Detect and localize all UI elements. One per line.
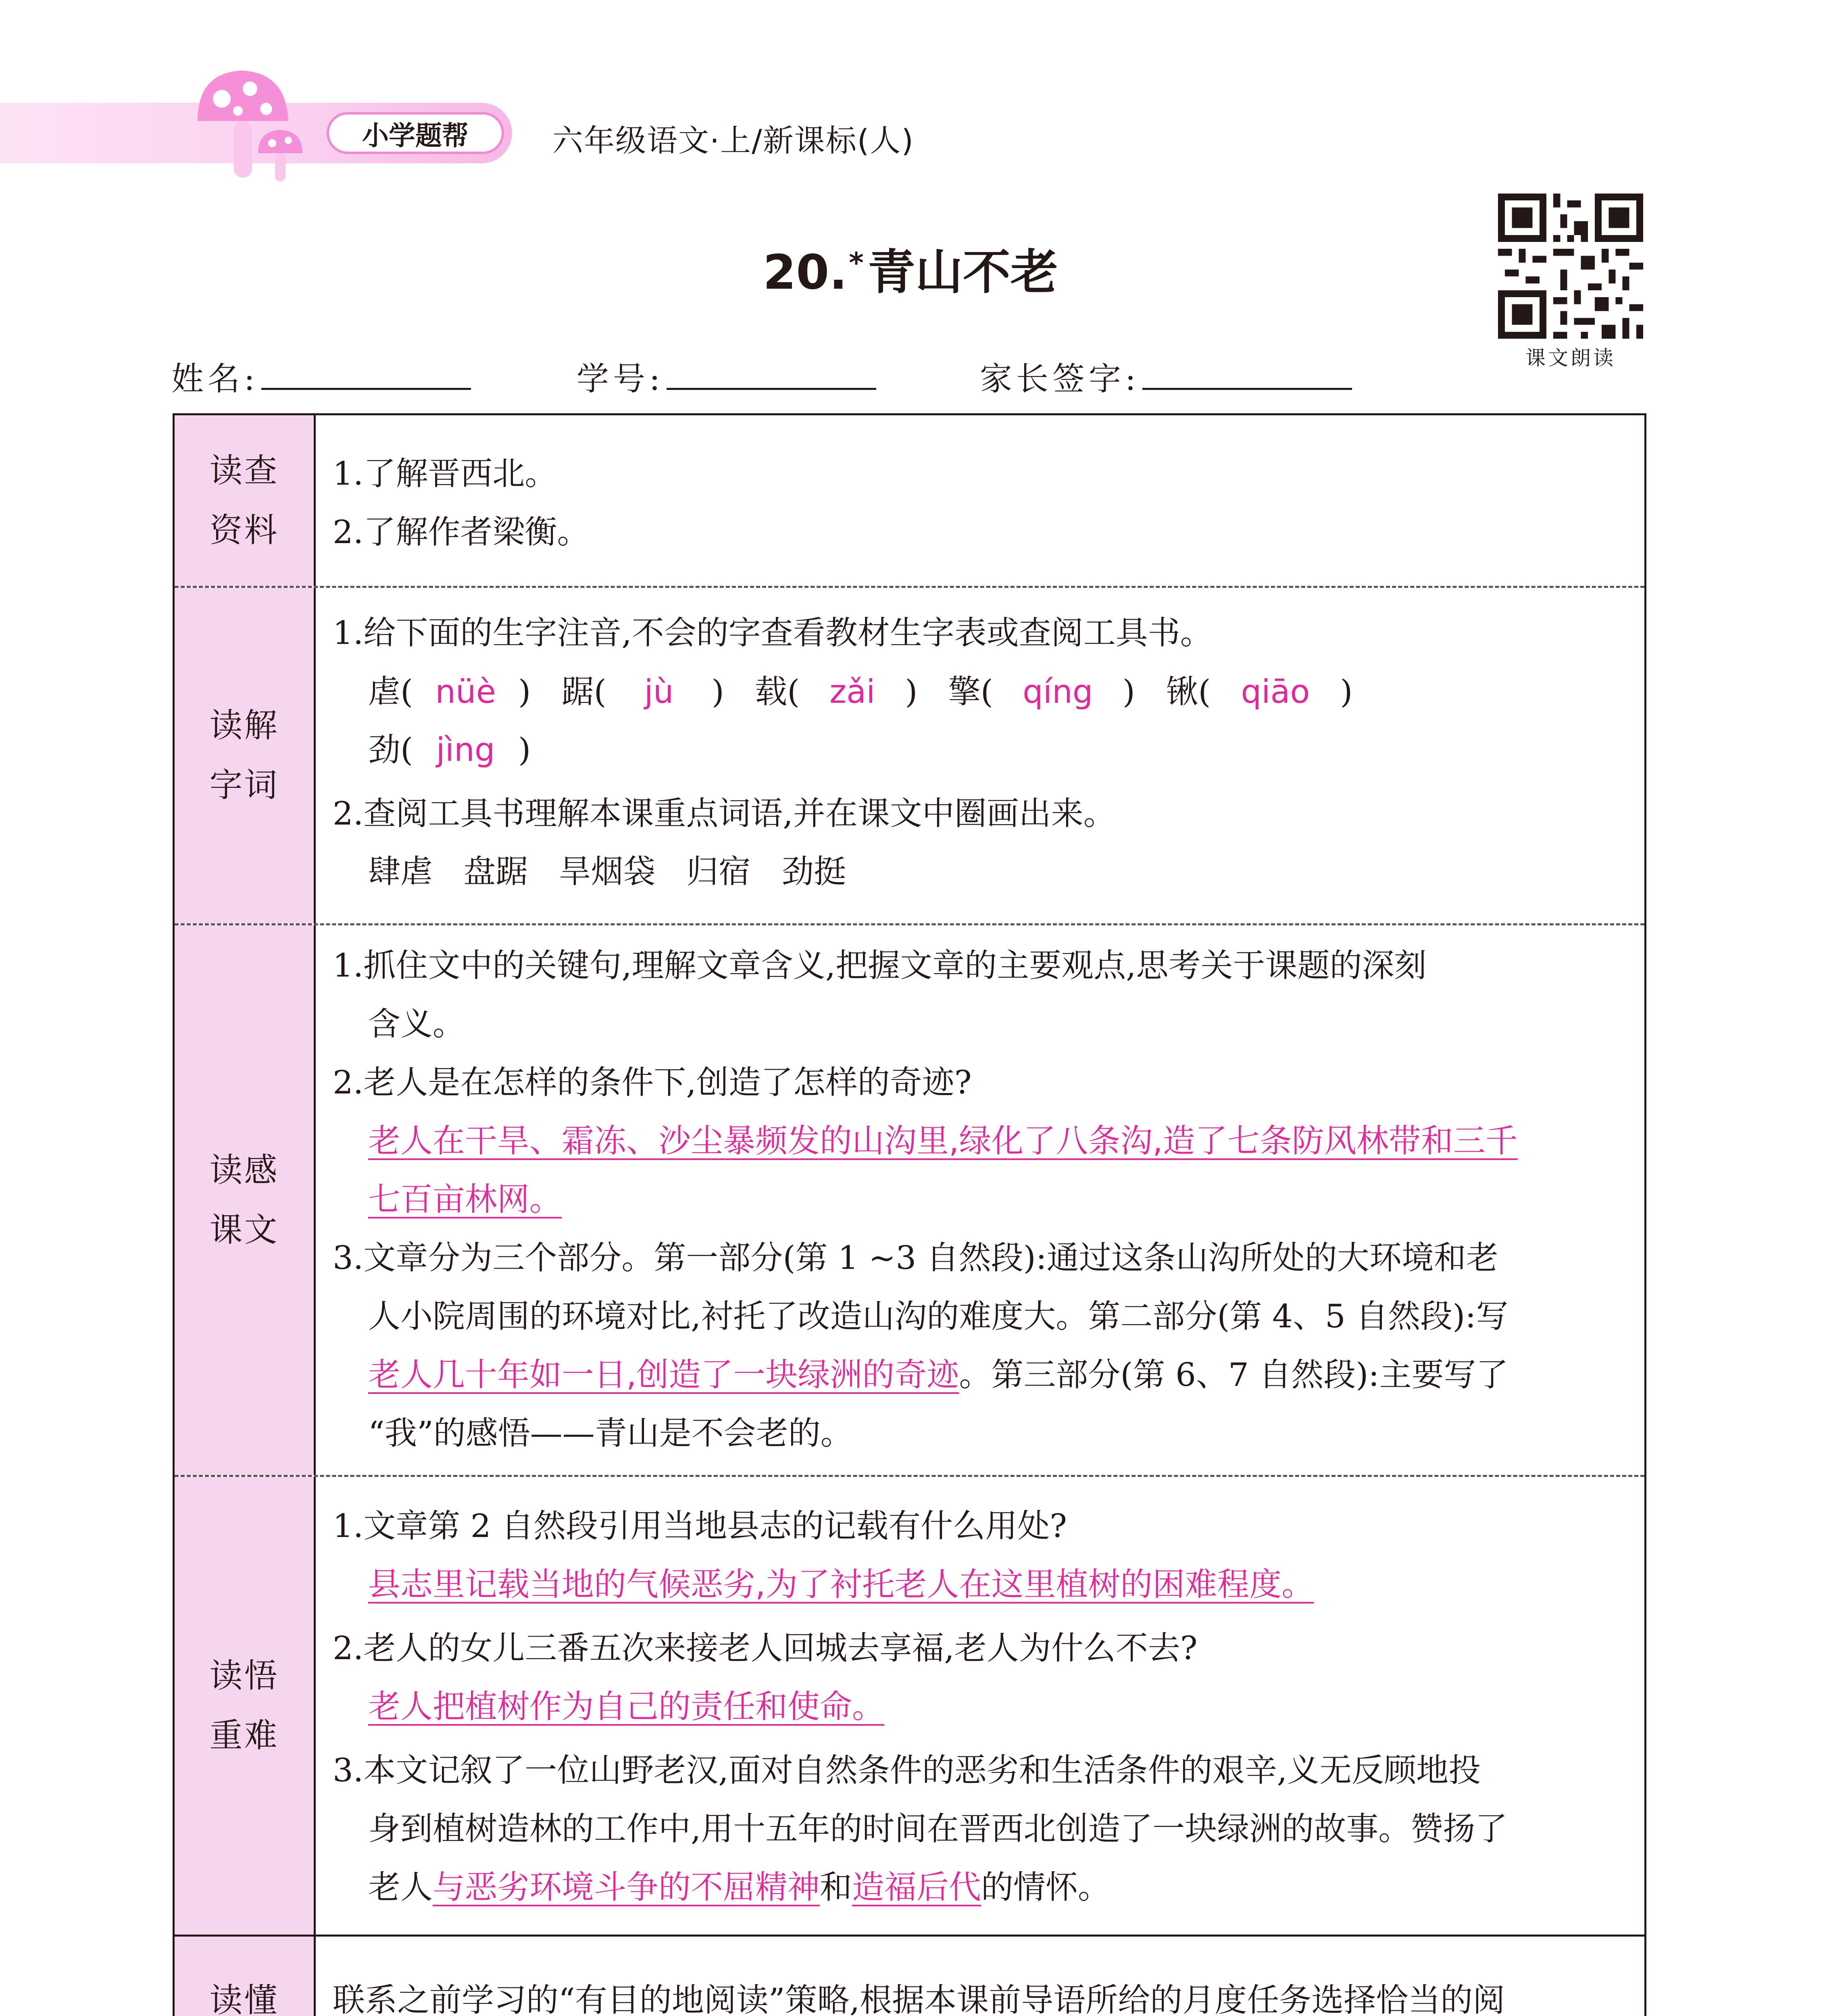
- question-text: 身到植树造林的工作中,用十五年的时间在晋西北创造了一块绿洲的故事。赞扬了: [368, 1810, 1508, 1847]
- list-item: 1.了解晋西北。: [333, 455, 557, 492]
- student-id-label: 学号:: [577, 360, 664, 398]
- question-text: 2.查阅工具书理解本课重点词语,并在课文中圈画出来。: [333, 795, 1116, 832]
- lesson-marker: *: [849, 246, 864, 279]
- qr-code-icon[interactable]: [1498, 194, 1643, 339]
- parent-signature-label: 家长签字:: [980, 360, 1140, 398]
- question-text: 含义。: [368, 1005, 465, 1043]
- pinyin-answer[interactable]: qíng: [1023, 673, 1093, 710]
- row-content: [316, 415, 1644, 586]
- answer-text[interactable]: 老人几十年如一日,创造了一块绿洲的奇迹: [368, 1356, 959, 1393]
- question-line: 老人与恶劣环境斗争的不屈精神和造福后代的情怀。: [368, 1868, 1110, 1906]
- question-text: “我”的感悟——青山是不会老的。: [368, 1414, 853, 1452]
- question-text: 2.老人是在怎样的条件下,创造了怎样的奇迹?: [333, 1064, 972, 1101]
- row-difficulty: [175, 1475, 1644, 1935]
- vocab-word: 肆虐: [368, 853, 433, 890]
- row-label: 读懂: [175, 1937, 316, 2016]
- parent-signature-blank[interactable]: [1142, 360, 1352, 390]
- char: 踞: [561, 673, 594, 710]
- name-label: 姓名:: [171, 360, 259, 398]
- name-blank[interactable]: [261, 360, 471, 390]
- mushroom-logo-icon: [190, 60, 310, 190]
- list-item: 2.了解作者梁衡。: [333, 513, 590, 551]
- body-text: 联系之前学习的“有目的地阅读”策略,根据本课前导语所给的月度任务选择恰当的阅: [333, 1981, 1505, 2016]
- question-text: 1.抓住文中的关键句,理解文章含义,把握文章的主要观点,思考关于课题的深刻: [333, 947, 1427, 984]
- question-text: 3.文章分为三个部分。第一部分(第 1 ~3 自然段):通过这条山沟所处的大环境和老: [333, 1239, 1498, 1277]
- name-field[interactable]: [171, 353, 471, 399]
- row-content: [316, 925, 1644, 1475]
- brand-label: 小学题帮: [327, 112, 504, 154]
- row-text: [175, 923, 1644, 1475]
- row-words: [175, 586, 1644, 923]
- lesson-number: 20.: [763, 244, 848, 300]
- row-label: 读悟 重难: [175, 1477, 316, 1935]
- answer-text[interactable]: 造福后代: [852, 1868, 981, 1906]
- answer-text[interactable]: 七百亩林网。: [368, 1181, 562, 1218]
- char: 虐: [368, 673, 400, 710]
- answer-text[interactable]: 与恶劣环境斗争的不屈精神: [433, 1868, 820, 1906]
- qr-caption: 课文朗读: [1525, 346, 1616, 370]
- pinyin-line: 劲( jìng ): [368, 731, 531, 768]
- question-text: 1.给下面的生字注音,不会的字查看教材生字表或查阅工具书。: [333, 614, 1213, 652]
- lesson-name: 青山不老: [867, 244, 1058, 300]
- row-materials: [175, 415, 1644, 586]
- char: 载: [755, 673, 788, 710]
- question-text: 2.老人的女儿三番五次来接老人回城去享福,老人为什么不去?: [333, 1629, 1198, 1667]
- vocab-word: 劲挺: [781, 853, 846, 890]
- answer-text[interactable]: 老人在干旱、霜冻、沙尘暴频发的山沟里,绿化了八条沟,造了七条防风林带和三千: [368, 1122, 1518, 1160]
- row-content: [316, 588, 1644, 923]
- student-id-blank[interactable]: [667, 360, 876, 390]
- parent-signature-field[interactable]: [980, 353, 1352, 399]
- row-label: 读感 课文: [175, 925, 316, 1475]
- book-title: 六年级语文·上/新课标(人): [552, 123, 915, 158]
- row-label: 读查 资料: [175, 415, 316, 586]
- pinyin-line: 虐( nüè ) 踞( jù ) 载( zǎi ) 擎( qíng ) 锹( qiāo ): [368, 673, 1353, 710]
- question-text: 3.本文记叙了一位山野老汉,面对自然条件的恶劣和生活条件的艰辛,义无反顾地投: [333, 1752, 1481, 1789]
- row-label: 读解 字词: [175, 588, 316, 923]
- question-text: 1.文章第 2 自然段引用当地县志的记载有什么用处?: [333, 1507, 1067, 1545]
- pinyin-answer[interactable]: qiāo: [1241, 673, 1310, 710]
- question-text: 人小院周围的环境对比,衬托了改造山沟的难度大。第二部分(第 4、5 自然段):写: [368, 1297, 1508, 1335]
- vocab-word: 盘踞: [463, 853, 528, 890]
- pinyin-answer[interactable]: jù: [644, 673, 674, 710]
- vocab-list: [368, 853, 846, 890]
- preview-table: [173, 413, 1646, 2016]
- answer-text[interactable]: 县志里记载当地的气候恶劣,为了衬托老人在这里植树的困难程度。: [368, 1566, 1314, 1603]
- question-line: 老人几十年如一日,创造了一块绿洲的奇迹。第三部分(第 6、7 自然段):主要写了: [368, 1356, 1508, 1393]
- char: 擎: [948, 673, 981, 710]
- student-id-field[interactable]: [577, 353, 876, 399]
- pinyin-answer[interactable]: zǎi: [829, 673, 875, 710]
- pinyin-answer[interactable]: jìng: [436, 731, 495, 768]
- char: 锹: [1166, 673, 1198, 710]
- vocab-word: 旱烟袋: [558, 853, 656, 890]
- vocab-word: 归宿: [686, 853, 751, 890]
- row-content: [316, 1937, 1644, 2016]
- row-content: [316, 1477, 1644, 1935]
- char: 劲: [368, 731, 400, 768]
- answer-text[interactable]: 老人把植树作为自己的责任和使命。: [368, 1688, 884, 1725]
- pinyin-answer[interactable]: nüè: [435, 673, 496, 710]
- row-method: [175, 1935, 1644, 2016]
